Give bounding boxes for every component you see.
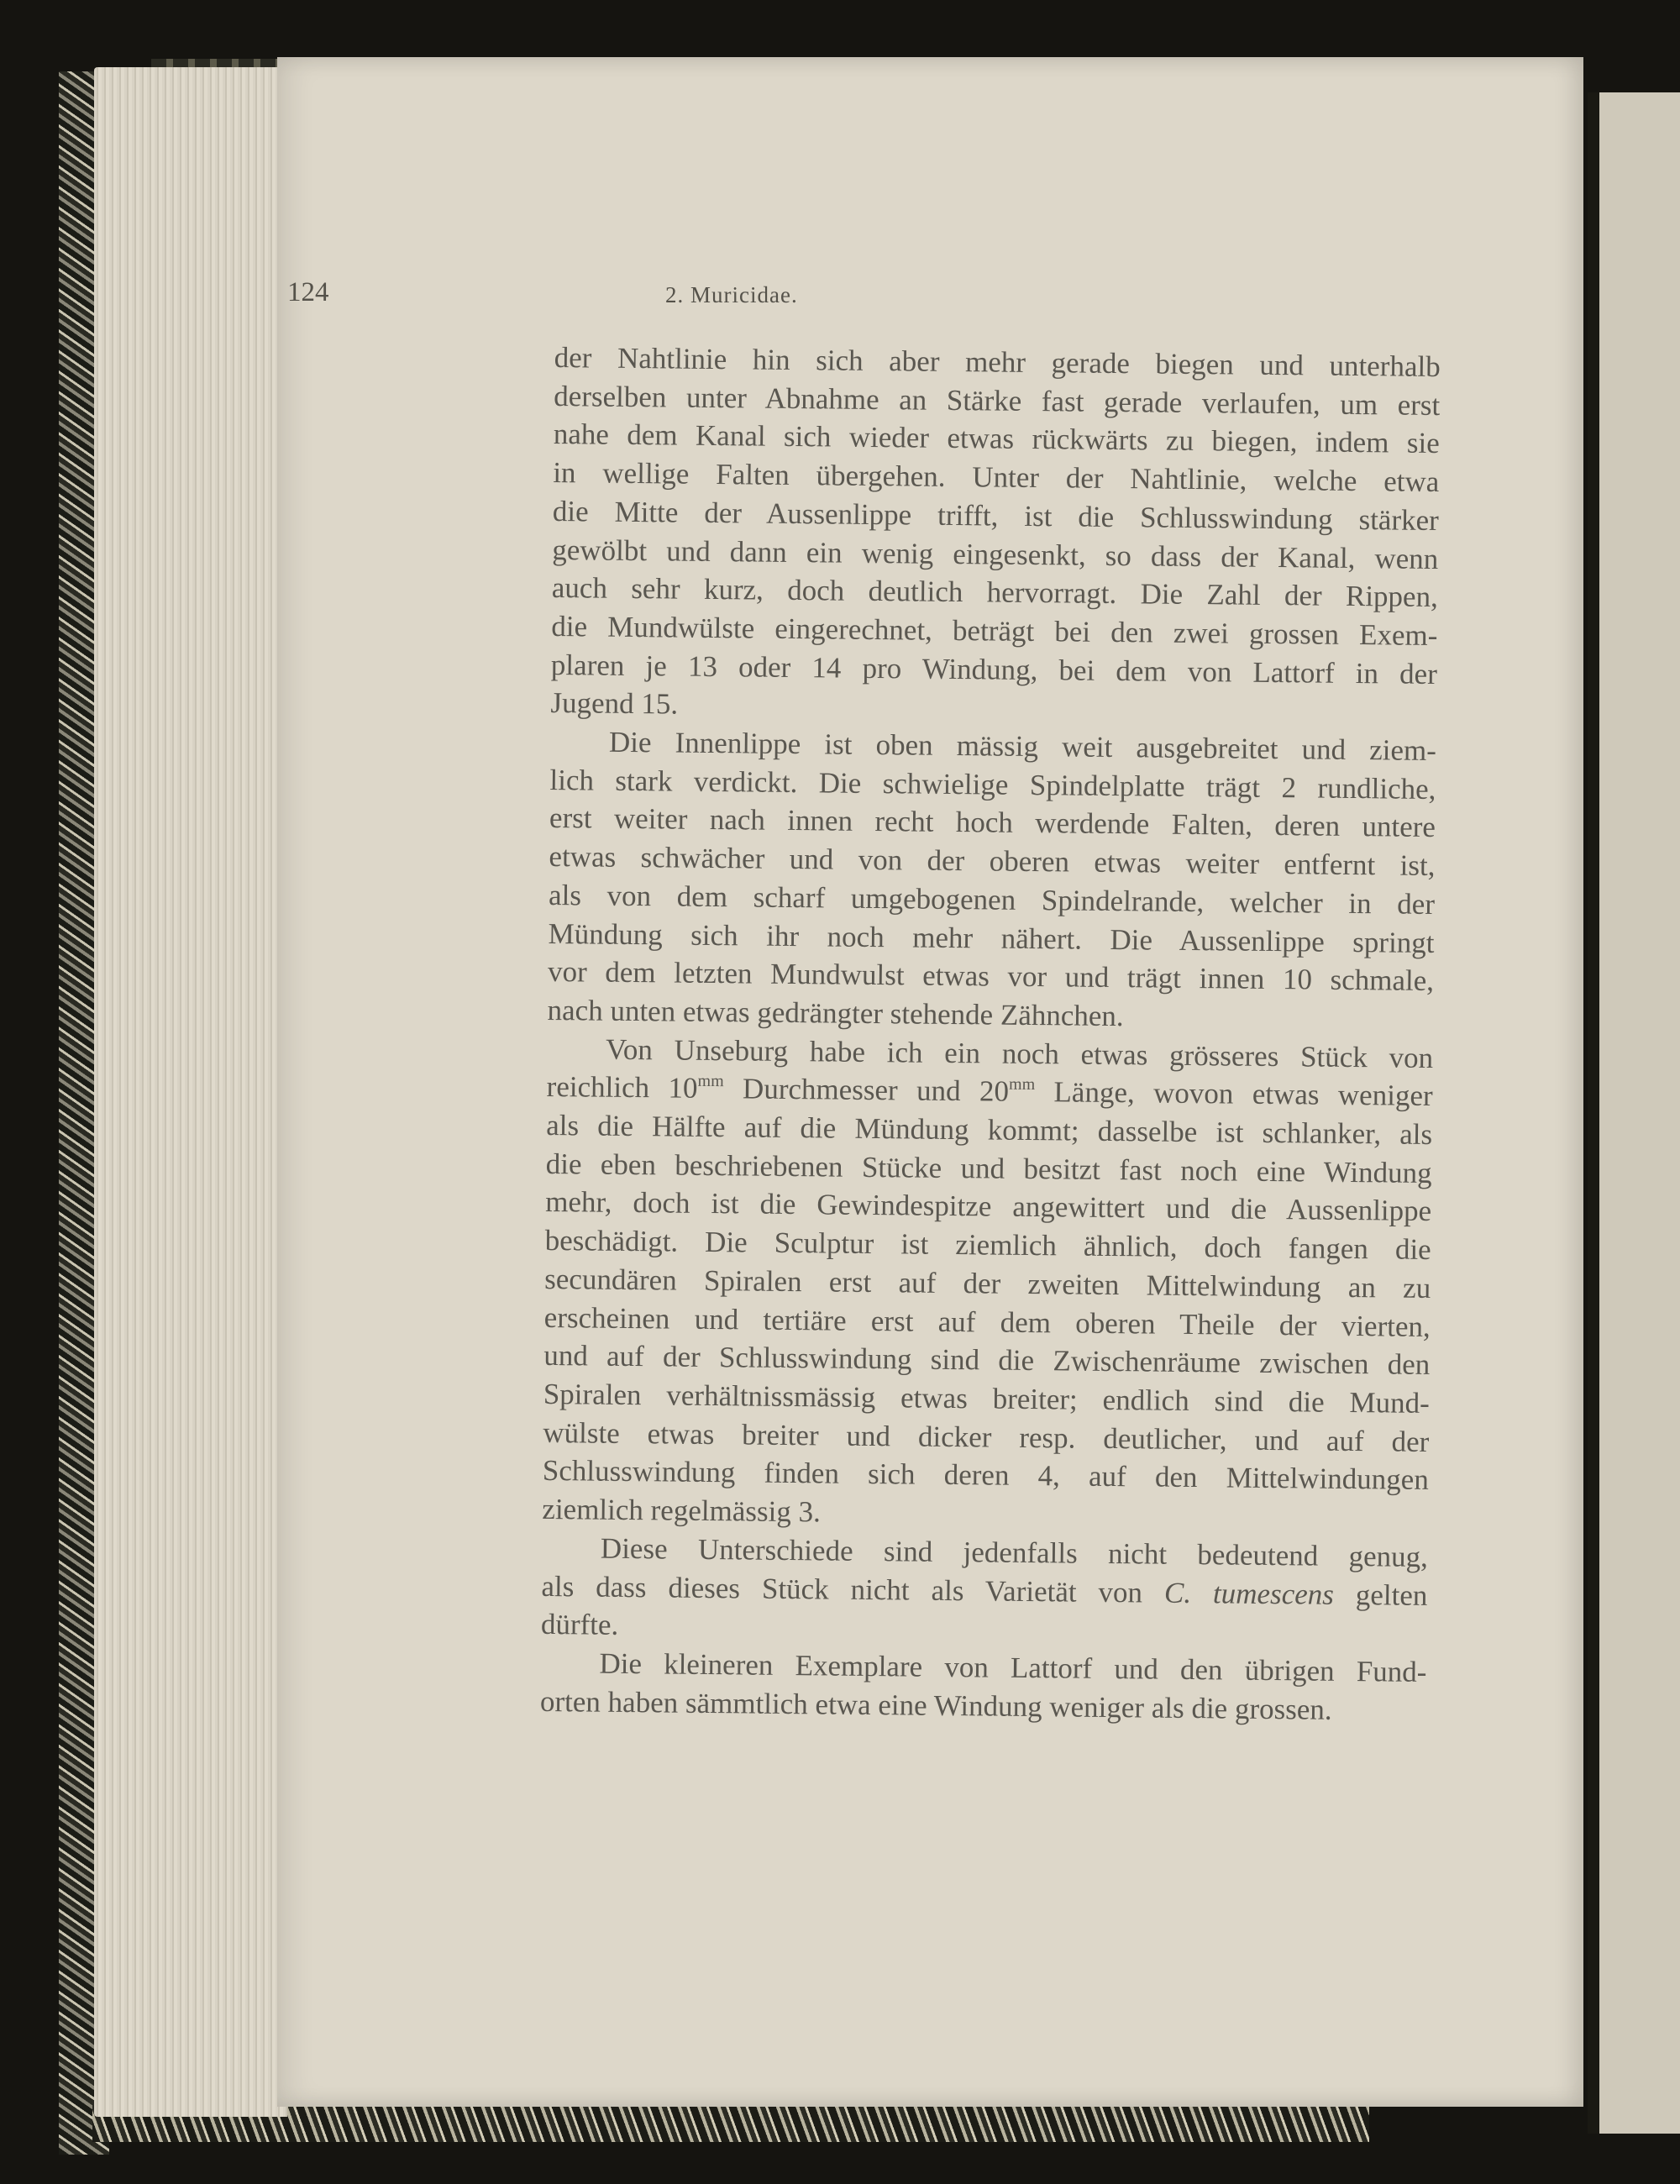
page-stack-edge	[94, 67, 287, 2117]
text-line: Die kleineren Exemplare von Lattorf und den übrigen Fund-	[599, 1646, 1427, 1688]
text-line: ziemlich regelmässig 3.	[542, 1493, 822, 1529]
text-line: secundären Spiralen erst auf der zweiten Mittelwindung an zu	[544, 1262, 1431, 1305]
text-line: etwas schwächer und von der oberen etwas weiter entfernt ist,	[549, 840, 1436, 883]
text-line: mehr, doch ist die Gewindespitze angewittert und die Aussenlippe	[545, 1185, 1432, 1228]
text-line: derselben unter Abnahme an Stärke fast gerade verlaufen, um erst	[554, 379, 1441, 422]
paragraph	[541, 1529, 1428, 1653]
text-line: und auf der Schlusswindung sind die Zwischenräume zwischen den	[543, 1339, 1431, 1382]
facing-page-edge	[1588, 92, 1680, 2134]
paragraph	[540, 1644, 1427, 1730]
text-line: die eben beschriebenen Stücke und besitzt fast noch eine Windung	[545, 1147, 1432, 1189]
text-line: orten haben sämmtlich etwa eine Windung weniger als die grossen.	[539, 1684, 1332, 1726]
text-line: Mündung sich ihr noch mehr nähert. Die Aussenlippe springt	[548, 916, 1435, 959]
text-line: wülste etwas breiter und dicker resp. deutlicher, und auf der	[543, 1415, 1430, 1458]
text-line: Jugend 15.	[550, 686, 679, 721]
text-line: in wellige Falten übergehen. Unter der Nahtlinie, welche etwa	[553, 456, 1440, 499]
text-line: der Nahtlinie hin sich aber mehr gerade biegen und unterhalb	[554, 340, 1441, 384]
text-line: nach unten etwas gedrängter stehende Zähnchen.	[547, 993, 1124, 1033]
text-line: dürfte.	[540, 1608, 619, 1642]
paragraph	[542, 1030, 1433, 1538]
text-line: Spiralen verhältnissmässig etwas breiter; endlich sind die Mund-	[543, 1377, 1430, 1420]
body-text	[540, 339, 1441, 1730]
text-line: reichlich $10^{mm}$ Durchmesser und $20^{mm}$ Länge, wovon etwas weniger	[546, 1070, 1433, 1113]
page-header	[287, 277, 1094, 319]
text-line: nahe dem Kanal sich wieder etwas rückwärts zu biegen, indem sie	[553, 417, 1440, 460]
text-line: als die Hälfte auf die Mündung kommt; dasselbe ist schlanker, als	[545, 1109, 1433, 1152]
text-line: die Mundwülste eingerechnet, beträgt bei den zwei grossen Exem-	[551, 609, 1438, 652]
text-line: die Mitte der Aussenlippe trifft, ist die Schlusswindung stärker	[552, 494, 1439, 537]
text-line: Schlusswindung finden sich deren 4, auf den Mittelwindungen	[542, 1454, 1430, 1497]
paragraph	[547, 722, 1436, 1039]
text-line: gewölbt und dann ein wenig eingesenkt, so dass der Kanal, wenn	[552, 533, 1439, 575]
text-line: lich stark verdickt. Die schwielige Spindelplatte trägt 2 rundliche,	[549, 763, 1436, 806]
text-line: Die Innenlippe ist oben mässig weit ausgebreitet und ziem-	[608, 725, 1437, 768]
text-line: als dass dieses Stück nicht als Varietät von C. tumescens gelten	[541, 1569, 1428, 1612]
text-line: plaren je 13 oder 14 pro Windung, bei dem von Lattorf in der	[550, 648, 1438, 690]
text-line: als von dem scharf umgebogenen Spindelrande, welcher in der	[548, 878, 1436, 921]
paragraph	[550, 339, 1441, 732]
text-line: beschädigt. Die Sculptur ist ziemlich ähnlich, doch fangen die	[544, 1224, 1431, 1267]
text-line: vor dem letzten Mundwulst etwas vor und trägt innen 10 schmale,	[547, 955, 1435, 998]
text-line: Von Unseburg habe ich ein noch etwas grösseres Stück von	[605, 1032, 1434, 1074]
text-line: erst weiter nach innen recht hoch werdende Falten, deren untere	[549, 801, 1436, 844]
text-line: auch sehr kurz, doch deutlich hervorragt. Die Zahl der Rippen,	[551, 571, 1439, 614]
running-head: 2. Muricidae.	[665, 282, 798, 307]
page-number: 124	[287, 277, 329, 307]
text-line: Diese Unterschiede sind jedenfalls nicht bedeutend genug,	[600, 1531, 1429, 1573]
text-line: erscheinen und tertiäre erst auf dem oberen Theile der vierten,	[543, 1300, 1431, 1343]
